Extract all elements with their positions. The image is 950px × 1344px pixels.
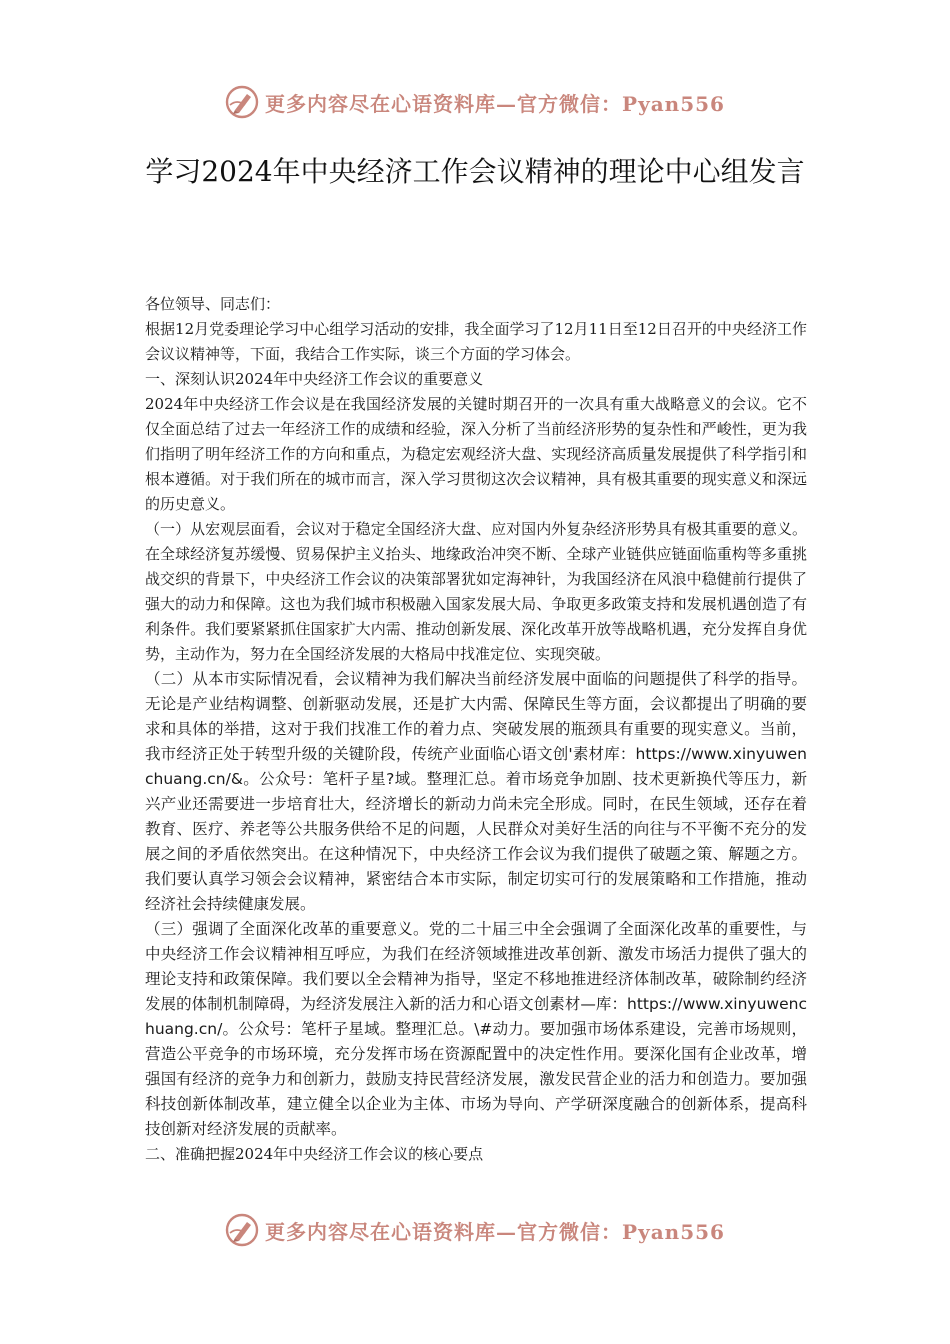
footer-banner — [0, 1210, 950, 1250]
header-banner — [0, 82, 950, 122]
document-body — [145, 292, 807, 1167]
section-heading-2: 二、准确把握2024年中央经济工作会议的核心要点 — [145, 1145, 484, 1163]
intro-paragraph: 根据12月党委理论学习中心组学习活动的安排，我全面学习了12月11日至12日召开的中央经济工作会议议精神等，下面，我结合工作实际，谈三个方面的学习体会。 — [145, 320, 807, 363]
subsection-3: （三）强调了全面深化改革的重要意义。党的二十届三中全会强调了全面深化改革的重要性，与中央经济工作会议精神相互呼应，为我们在经济领域推进改革创新、激发市场活力提供了强大的理论支持和政策保障。我们要以全会精神为指导，坚定不移地推进经济体制改革，破除制约经济发展的体制机制障碍，为经济发展注入新的活力和心语文创素材—库：https://www.xinyuwenchuang.cn/。公众号：笔杆子星域。整理汇总。\#动力。要加强市场体系建设，完善市场规则，营造公平竞争的市场环境，充分发挥市场在资源配置中的决定性作用。要深化国有企业改革，增强国有经济的竞争力和创新力，鼓励支持民营经济发展，激发民营企业的活力和创造力。要加强科技创新体制改革，建立健全以企业为主体、市场为导向、产学研深度融合的创新体系，提高科技创新对经济发展的贡献率。 — [145, 920, 807, 1138]
section-heading-1: 一、深刻认识2024年中央经济工作会议的重要意义 — [145, 370, 484, 388]
banner-text: 更多内容尽在心语资料库—官方微信：Pyan556 — [265, 1219, 725, 1244]
subsection-1: （一）从宏观层面看，会议对于稳定全国经济大盘、应对国内外复杂经济形势具有极其重要的意义。在全球经济复苏缓慢、贸易保护主义抬头、地缘政治冲突不断、全球产业链供应链面临重构等多重挑战交织的背景下，中央经济工作会议的决策部署犹如定海神针，为我国经济在风浪中稳健前行提供了强大的动力和保障。这也为我们城市积极融入国家发展大局、争取更多政策支持和发展机遇创造了有利条件。我们要紧紧抓住国家扩大内需、推动创新发展、深化改革开放等战略机遇，充分发挥自身优势，主动作为，努力在全国经济发展的大格局中找准定位、实现突破。 — [145, 520, 807, 663]
document-title: 学习2024年中央经济工作会议精神的理论中心组发言 — [145, 155, 805, 188]
body-paragraph: 2024年中央经济工作会议是在我国经济发展的关键时期召开的一次具有重大战略意义的会议。它不仅全面总结了过去一年经济工作的成绩和经验，深入分析了当前经济形势的复杂性和严峻性，更为我们指明了明年经济工作的方向和重点，为稳定宏观经济大盘、实现经济高质量发展提供了科学指引和根本遵循。对于我们所在的城市而言，深入学习贯彻这次会议精神，具有极其重要的现实意义和深远的历史意义。 — [145, 395, 807, 513]
salutation: 各位领导、同志们： — [145, 295, 281, 313]
pen-logo-icon — [225, 1213, 259, 1247]
banner-text: 更多内容尽在心语资料库—官方微信：Pyan556 — [265, 91, 725, 116]
pen-logo-icon — [225, 85, 259, 119]
subsection-2: （二）从本市实际情况看，会议精神为我们解决当前经济发展中面临的问题提供了科学的指导。无论是产业结构调整、创新驱动发展，还是扩大内需、保障民生等方面，会议都提出了明确的要求和具体的举措，这对于我们找准工作的着力点、突破发展的瓶颈具有重要的现实意义。当前，我市经济正处于转型升级的关键阶段，传统产业面临心语文创'素材库：https://www.xinyuwenchuang.cn/&。公众号：笔杆子星?域。整理汇总。着市场竞争加剧、技术更新换代等压力，新兴产业还需要进一步培育壮大，经济增长的新动力尚未完全形成。同时，在民生领域，还存在着教育、医疗、养老等公共服务供给不足的问题，人民群众对美好生活的向往与不平衡不充分的发展之间的矛盾依然突出。在这种情况下，中央经济工作会议为我们提供了破题之策、解题之方。我们要认真学习领会会议精神，紧密结合本市实际，制定切实可行的发展策略和工作措施，推动经济社会持续健康发展。 — [145, 670, 807, 913]
